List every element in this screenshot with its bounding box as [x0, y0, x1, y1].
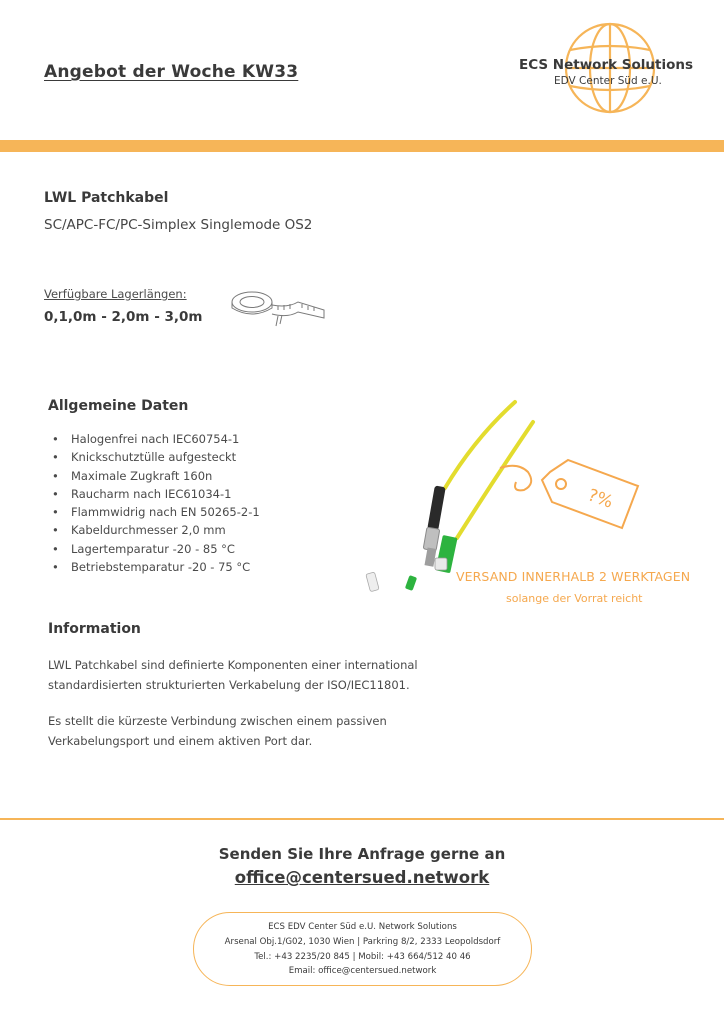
- list-item: • Kabeldurchmesser 2,0 mm: [52, 521, 260, 539]
- cta-email-link[interactable]: office@centersued.network: [234, 868, 490, 887]
- contact-box: [193, 912, 532, 986]
- header-band: [0, 140, 724, 152]
- specs-list: [52, 430, 260, 576]
- contact-email[interactable]: Email: office@centersued.network: [288, 966, 437, 977]
- list-item: • Lagertemparatur -20 - 85 °C: [52, 540, 260, 558]
- information-line: LWL Patchkabel sind definierte Komponenten einer international: [48, 658, 418, 672]
- information-paragraph-1: [48, 655, 418, 695]
- logo-company-sub: EDV Center Süd e.U.: [554, 75, 662, 87]
- price-tag-icon: [498, 438, 648, 533]
- information-paragraph-2: [48, 711, 387, 751]
- product-subtitle: SC/APC-FC/PC-Simplex Singlemode OS2: [44, 217, 313, 233]
- divider: [0, 818, 724, 820]
- page-title: Angebot der Woche KW33: [44, 62, 299, 82]
- lengths-value: 0,1,0m - 2,0m - 3,0m: [44, 309, 203, 325]
- contact-company: ECS EDV Center Süd e.U. Network Solutions: [268, 922, 457, 932]
- company-logo: [505, 18, 715, 128]
- information-line: Verkabelungsport und einem aktiven Port dar.: [48, 734, 313, 748]
- information-title: Information: [48, 621, 141, 637]
- cta-heading: Senden Sie Ihre Anfrage gerne an: [218, 845, 506, 863]
- information-line: Es stellt die kürzeste Verbindung zwischen einem passiven: [48, 714, 387, 728]
- list-item: • Flammwidrig nach EN 50265-2-1: [52, 503, 260, 521]
- shipping-notice: VERSAND INNERHALB 2 WERKTAGEN: [456, 569, 691, 584]
- list-item: • Halogenfrei nach IEC60754-1: [52, 430, 260, 448]
- logo-company-name: ECS Network Solutions: [519, 57, 694, 73]
- list-item: • Raucharm nach IEC61034-1: [52, 485, 260, 503]
- list-item: • Knickschutztülle aufgesteckt: [52, 448, 260, 466]
- shipping-subnote: solange der Vorrat reicht: [506, 592, 643, 605]
- information-line: standardisierten strukturierten Verkabelung der ISO/IEC11801.: [48, 678, 410, 692]
- product-title: LWL Patchkabel: [44, 190, 169, 206]
- contact-address: Arsenal Obj.1/G02, 1030 Wien | Parkring 8/2, 2333 Leopoldsdorf: [224, 936, 501, 947]
- list-item: • Betriebstemparatur -20 - 75 °C: [52, 558, 260, 576]
- list-item: • Maximale Zugkraft 160n: [52, 467, 260, 485]
- price-tag-text: ?%: [585, 485, 616, 513]
- general-data-title: Allgemeine Daten: [48, 398, 189, 414]
- contact-phone: Tel.: +43 2235/20 845 | Mobil: +43 664/512 40 46: [254, 951, 471, 962]
- lengths-label: Verfügbare Lagerlängen:: [44, 287, 187, 301]
- measuring-tape-icon: [228, 286, 328, 330]
